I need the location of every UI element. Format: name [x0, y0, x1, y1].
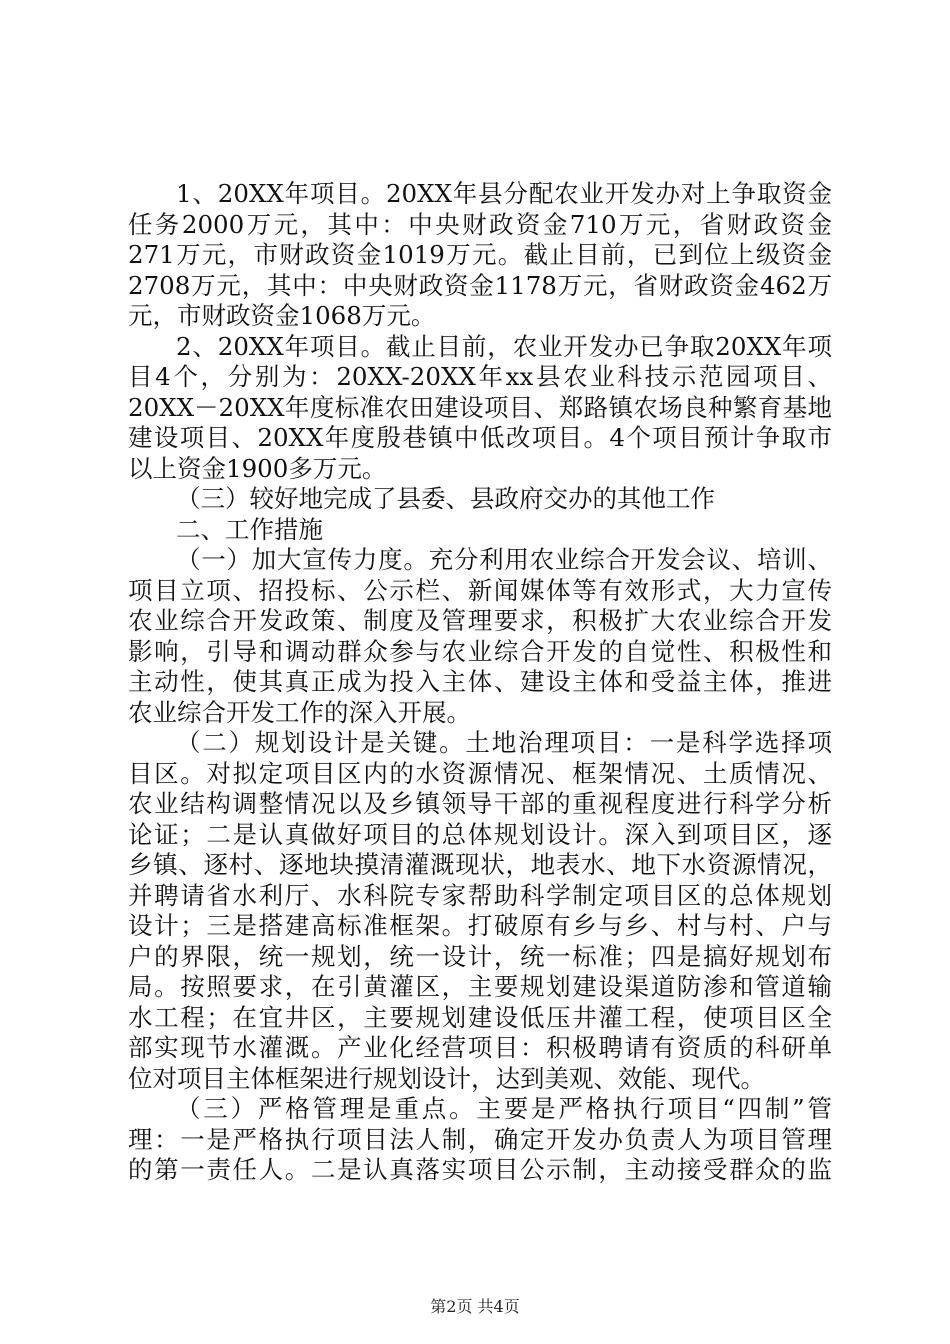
text-line: 农业结构调整情况以及乡镇领导干部的重视程度进行科学分析 — [128, 789, 832, 818]
text-line: 主动性，使其真正成为投入主体、建设主体和受益主体，推进 — [128, 667, 832, 696]
text-line: （三）严格管理是重点。主要是严格执行项目“四制”管 — [176, 1094, 832, 1123]
text-line: 影响，引导和调动群众参与农业综合开发的自觉性、积极性和 — [128, 637, 832, 666]
text-line: 设计；三是搭建高标准框架。打破原有乡与乡、村与村、户与 — [128, 911, 832, 940]
text-line: 建设项目、20XX年度殷巷镇中低改项目。4个项目预计争取市 — [128, 423, 832, 452]
section-heading: 二、工作措施 — [176, 515, 323, 544]
text-line: 2708万元，其中：中央财政资金1178万元，省财政资金462万 — [128, 271, 832, 300]
text-line: 目4个，分别为：20XX-20XX年xx县农业科技示范园项目、 — [128, 362, 832, 391]
text-line: 并聘请省水利厅、水科院专家帮助科学制定项目区的总体规划 — [128, 881, 832, 910]
text-line: 农业综合开发政策、制度及管理要求，积极扩大农业综合开发 — [128, 606, 832, 635]
text-line: 局。按照要求，在引黄灌区，主要规划建设渠道防渗和管道输 — [128, 972, 832, 1001]
text-line: 项目立项、招投标、公示栏、新闻媒体等有效形式，大力宣传 — [128, 576, 832, 605]
text-line: 271万元，市财政资金1019万元。截止目前，已到位上级资金 — [128, 240, 832, 269]
text-line: 目区。对拟定项目区内的水资源情况、框架情况、土质情况、 — [128, 759, 832, 788]
text-line: 部实现节水灌溉。产业化经营项目：积极聘请有资质的科研单 — [128, 1033, 832, 1062]
text-line: 以上资金1900多万元。 — [128, 454, 387, 483]
section-heading: （三）较好地完成了县委、县政府交办的其他工作 — [176, 484, 715, 513]
text-line: 20XX－20XX年度标准农田建设项目、郑路镇农场良种繁育基地 — [128, 393, 832, 422]
text-line: 水工程；在宜井区，主要规划建设低压井灌工程，使项目区全 — [128, 1003, 832, 1032]
text-line: 论证；二是认真做好项目的总体规划设计。深入到项目区，逐 — [128, 820, 832, 849]
text-line: 农业综合开发工作的深入开展。 — [128, 698, 471, 727]
text-line: （一）加大宣传力度。充分利用农业综合开发会议、培训、 — [176, 545, 832, 574]
text-line: 2、20XX年项目。截止目前，农业开发办已争取20XX年项 — [176, 332, 832, 361]
text-line: 位对项目主体框架进行规划设计，达到美观、效能、现代。 — [128, 1064, 765, 1093]
text-line: 户的界限，统一规划，统一设计，统一标准；四是搞好规划布 — [128, 942, 832, 971]
text-line: 乡镇、逐村、逐地块摸清灌溉现状，地表水、地下水资源情况， — [128, 850, 832, 879]
text-line: 任务2000万元，其中：中央财政资金710万元，省财政资金 — [128, 210, 832, 239]
text-line: 1、20XX年项目。20XX年县分配农业开发办对上争取资金 — [176, 179, 832, 208]
text-line: 的第一责任人。二是认真落实项目公示制，主动接受群众的监 — [128, 1155, 832, 1184]
text-line: 理：一是严格执行项目法人制，确定开发办负责人为项目管理 — [128, 1125, 832, 1154]
page-footer: 第2页 共4页 — [430, 1297, 520, 1316]
text-line: 元，市财政资金1068万元。 — [128, 301, 436, 330]
text-line: （二）规划设计是关键。土地治理项目：一是科学选择项 — [176, 728, 832, 757]
